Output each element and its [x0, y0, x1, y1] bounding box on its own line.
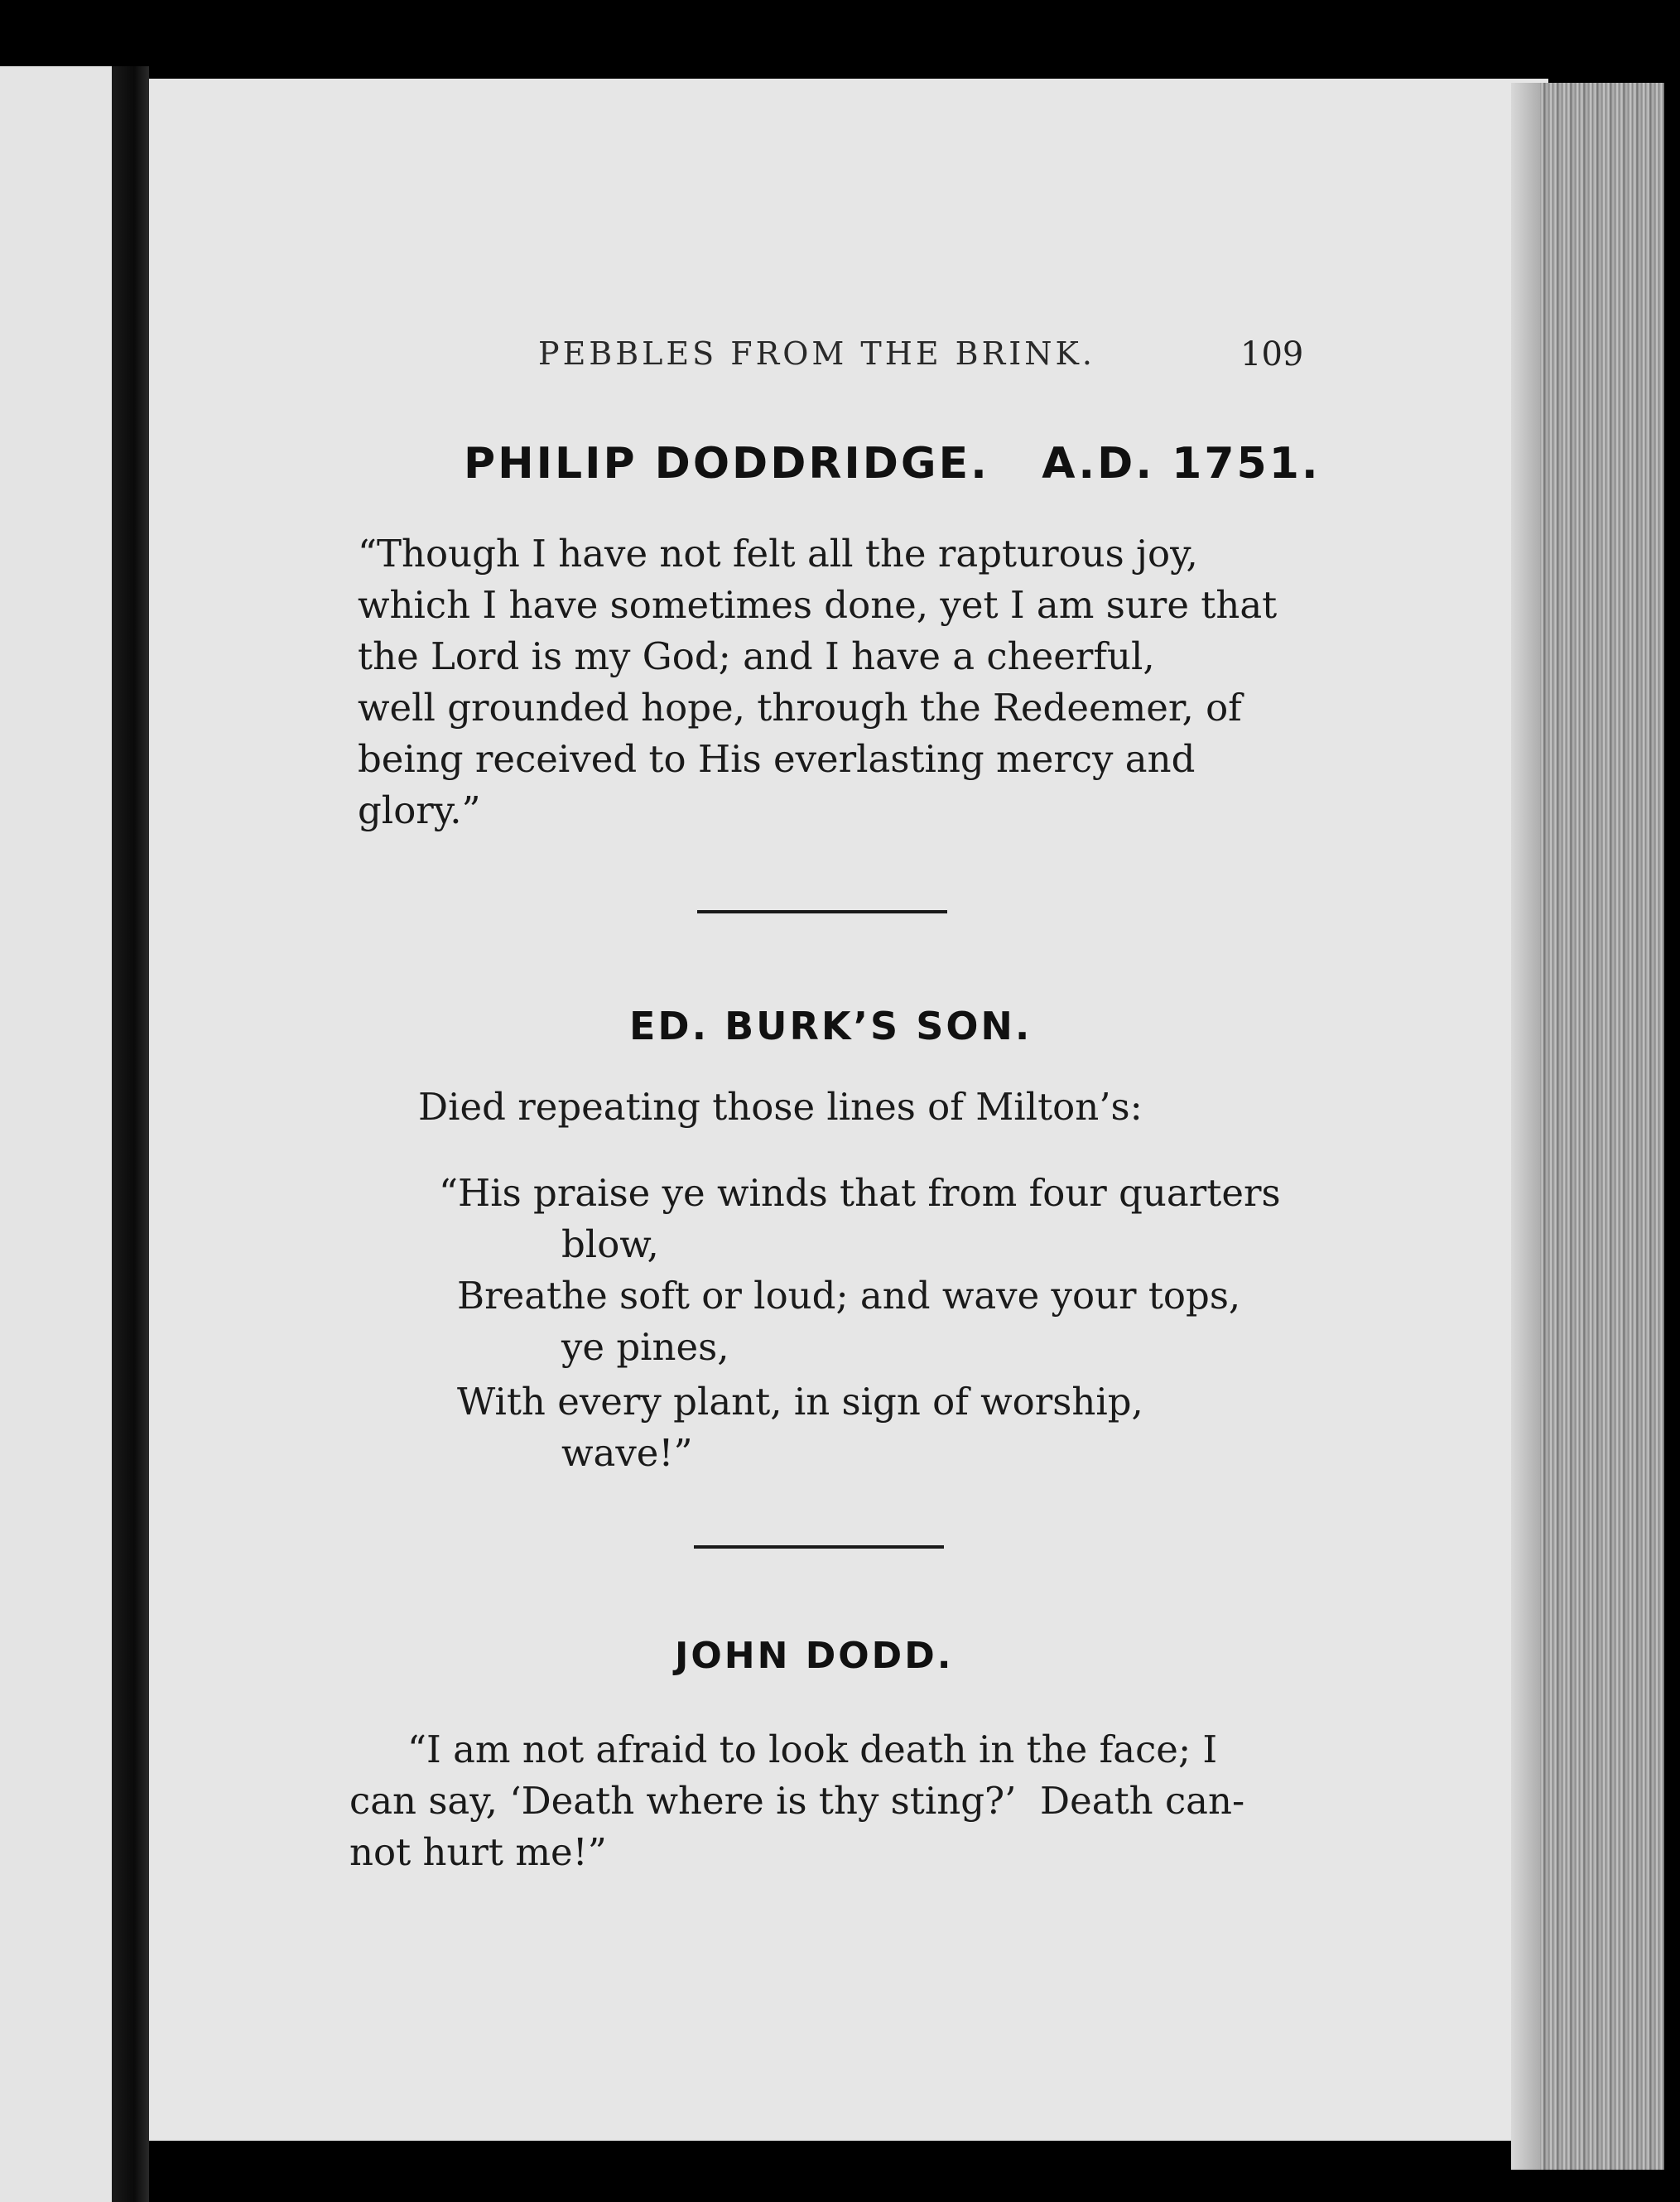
section-divider [694, 1545, 944, 1549]
left-page-edge [0, 66, 112, 2202]
verse-line: With every plant, in sign of worship, [457, 1380, 1143, 1424]
verse-line: Breathe soft or loud; and wave your tops, [457, 1274, 1241, 1318]
verse-line: “His praise ye winds that from four quarters [439, 1171, 1281, 1215]
verse-line: ye pines, [561, 1325, 729, 1369]
running-head: PEBBLES FROM THE BRINK. [538, 335, 1095, 372]
section-heading-doddridge: PHILIP DODDRIDGE. A.D. 1751. [464, 439, 1321, 489]
verse-line: wave!” [561, 1431, 693, 1475]
quote-line: “Though I have not felt all the rapturous joy, [358, 532, 1198, 576]
burk-intro: Died repeating those lines of Milton’s: [418, 1085, 1143, 1129]
page-edge-shadow [1511, 83, 1544, 2170]
quote-line: which I have sometimes done, yet I am sure that [358, 583, 1278, 627]
book-gutter [112, 66, 149, 2202]
section-heading-dodd: JOHN DODD. [675, 1635, 954, 1677]
quote-line: glory.” [358, 788, 481, 832]
doddridge-quote [358, 528, 1293, 836]
dodd-quote-line: not hurt me!” [349, 1830, 607, 1874]
page-edges [1540, 83, 1664, 2170]
dodd-quote-line: can say, ‘Death where is thy sting?’ Death can- [349, 1779, 1245, 1823]
verse-line: blow, [561, 1222, 659, 1266]
section-heading-burk: ED. BURK’S SON. [629, 1004, 1033, 1048]
section-divider [697, 910, 947, 913]
page-number: 109 [1240, 335, 1304, 373]
dodd-quote-line: “I am not afraid to look death in the face; I [407, 1727, 1218, 1771]
quote-line: being received to His everlasting mercy and [358, 737, 1196, 781]
quote-line: well grounded hope, through the Redeemer, of [358, 686, 1242, 730]
quote-line: the Lord is my God; and I have a cheerful, [358, 634, 1155, 678]
